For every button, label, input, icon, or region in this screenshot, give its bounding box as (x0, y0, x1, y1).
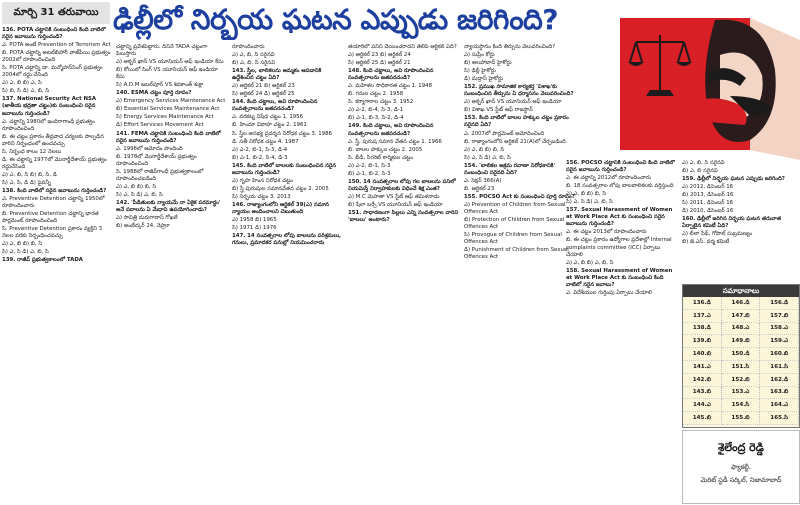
answer-cell: 142.బి (683, 374, 722, 387)
option-text: బి. Preventive Detention చట్టాన్ని భారత పార్లమెంట్ రూపొందించింది (2, 211, 99, 225)
option-text: బి) ఎ, బి, సి సరైనవి (232, 60, 275, 67)
answer-grid (683, 297, 799, 425)
question-text: 149. కింది చట్టాలు, అవి రూపొందించిన సంవత్సరాలను జతపరచండి? (348, 123, 434, 137)
answer-cell: 158.ఎ (760, 323, 799, 336)
option-text: డి. సతీ నిరోధక చట్టం 4. 1987 (232, 138, 299, 145)
option-text: బి. రాజ్యాంగంలోని ఆర్టికల్ 21(A)లో చేర్చబడింది (464, 138, 566, 145)
question-text: 156. POCSO చట్టానికి సంబంధించి కింది వాటిలో సరైన జవాబును గుర్తించండి? (566, 160, 675, 174)
question-text: 148. కింది చట్టాలు, అవి రూపొందించిన సంవత్సరాలను జతపరచండి? (348, 68, 434, 82)
option-text: బి) జె.ఎస్. వర్మ కమిటీ (682, 239, 730, 246)
answer-cell: 144.ఎ (683, 399, 722, 412)
answer-cell: 138.డి (683, 323, 722, 336)
answer-cell: 136.డి (683, 297, 722, 310)
answer-cell: 165.సి (760, 412, 799, 425)
option-text: బి) కోయిలో సింగ్ VS యూనియన్ ఆఫ్ ఇండియా కేసు (116, 67, 218, 81)
option-text: ఎ) ఎ, బి బి) బి, సి (566, 191, 607, 198)
question-text: 151. సాధారణంగా పిల్లలు ఎన్ని సంవత్సరాల వారిని 'బాలలు' అంటారు? (348, 209, 459, 224)
option-text: ఎ) ఎ, బి బి) బి, సి (2, 241, 43, 248)
option-text: ఎ) 2012, డిసెంబర్ 16 (682, 184, 734, 191)
question-text: 158. Sexual Harassment of Women at Work Place Act కు సంబంధించి కింది వాటిలో సరైన జవాబు? (566, 267, 673, 288)
option-text: ఎ. మహిళల సాధికారత చట్టం 1. 1948 (348, 83, 433, 90)
author-name: శైలేంద్ర రెడ్డి (718, 441, 764, 454)
option-text: బి) ఎ-1, బి-2, సి-3 (348, 170, 391, 177)
option-text: బి) Essential Services Maintenance Act (116, 106, 220, 113)
column-3 (232, 44, 344, 502)
answer-cell: 157.బి (760, 310, 799, 323)
hero-illustration (600, 0, 800, 160)
option-text: సి) ఎ, సి డి) ఎ, బి, సి (464, 154, 511, 161)
answer-cell: 159.ఎ (760, 335, 799, 348)
option-text: బి) అలహాబాద్ హైకోర్టు (464, 60, 512, 67)
column-5 (464, 44, 576, 502)
option-text: ఎ) అక్బర్ ఖాన్ VS యూనియన్ ఆఫ్ ఇండియా కేసు (116, 59, 224, 66)
page-headline: ఢిల్లీలో నిర్భయ ఘటన ఎప్పుడు జరిగింది? (113, 3, 559, 36)
answer-cell: 155.బి (722, 412, 761, 425)
answer-cell: 145.బి (683, 412, 722, 425)
question-text: 137. National Security Act NSA (జాతీయ భద్రతా చట్టం)కు సంబంధించి సరైన జవాబును గుర్తించండి? (2, 96, 97, 117)
option-text: ఎ) ఎ, బి బి) ఎ, బి, సి (566, 259, 614, 266)
option-text: ఎ. POTA అంటే Prevention of Terrorism Act (2, 42, 111, 49)
option-text: సి. బీడీ, సిగరెట్ కార్మికుల చట్టం (348, 154, 414, 161)
answer-cell: 146.డి (722, 297, 761, 310)
answer-cell: 143.బి (683, 387, 722, 400)
option-text: సి) Provogue of Children from Sexual Offences Act (464, 232, 562, 246)
option-text: సి) నిర్భయ చట్టం 3. 2013 (232, 193, 291, 200)
option-text: బి. బాలల హక్కుల చట్టం 2. 2005 (348, 146, 423, 153)
option-text: ఎ) Emergency Services Maintenance Act (116, 98, 226, 105)
option-text: ఎ) ఎ-2, బి-4, సి-3, డి-1 (348, 107, 404, 114)
option-text: సి. నిర్బంధ కాలం 12 నెలలు (2, 148, 62, 155)
column-1 (2, 27, 112, 503)
option-text: బి. POTA చట్టాన్ని అటల్‌బిహారీ వాజ్‌పేయి ప్రభుత్వం 2002లో రూపొందించింది (2, 50, 111, 64)
option-text: ఎ) ఎ, బి బి) బి, సి (116, 183, 157, 190)
option-text: బి) ఎ-1, బి-3, సి-2, డి-4 (348, 115, 404, 122)
option-text: సి) బి, సి డి) ఎ, బి, సి (2, 88, 50, 95)
question-text: 160. ఢిల్లీలో జరిగిన నిర్భయ ఘటన తరువాత ఏర్పాటైన కమిటీ ఏది? (682, 216, 782, 230)
answer-cell: 161.సి (760, 361, 799, 374)
option-text: ఎ) Prevention of Children from Sexual Offences Act (464, 201, 566, 215)
option-text: ఎ. ఈ చట్టం 2013లో రూపొందించారు (566, 229, 647, 236)
option-text: ఎ) సావిత్రి దురుగాదాస్ గోఖలే (116, 215, 178, 222)
option-text: బి. హిందూ వివాహ చట్టం 2. 1961 (232, 122, 307, 129)
option-text: బి) స్త్రీ పురుషుల సమానవేతన చట్టం 2. 2005 (232, 185, 329, 192)
answer-cell: 153.ఎ (722, 387, 761, 400)
answer-cell: 150.డి (722, 348, 761, 361)
option-text: ఎ) M.C మెహతా VS స్టేట్ ఆఫ్ తమిళనాడు (348, 193, 440, 200)
option-text: న్యాయస్థానం కింది తీర్పును వెలువరించింది? (464, 44, 556, 50)
question-text: 159. ఢిల్లీలో నిర్భయ ఘటన ఎప్పుడు జరిగింది? (682, 176, 785, 183)
answer-cell: 141.ఎ (683, 361, 722, 374)
answer-cell: 139.బి (683, 335, 722, 348)
option-text: బి) ఎ, బి సరైనవి (682, 168, 718, 175)
option-text: ఎ) ఆర్టికల్ 21 బి) ఆర్టికల్ 23 (232, 83, 295, 90)
option-text: ఎ) ఎ, బి బి) బి, సి (464, 146, 505, 153)
author-org: మెరిట్ స్టడీ సర్కిల్, నిజామాబాద్ (700, 476, 782, 484)
option-text: సి) ఆర్టికల్ 24 డి) ఆర్టికల్ 25 (232, 91, 295, 98)
question-text: 155. POCSO Act కు సంబంధించి పూర్తి రూపం? (464, 193, 575, 200)
option-text: తయారీలో పనిని చేయించరాదని తెలిపే ఆర్టికల్ ఏది? (348, 44, 457, 50)
question-text: 157. Sexual Harassment of Women at Work Place Act కు సంబంధించి సరైన జవాబును గుర్తించండి? (566, 207, 673, 228)
option-text: బి) షీలా బర్సే VS యూనియన్ ఆఫ్ ఇండియా (348, 201, 443, 208)
option-text: బి) విశాఖ VS స్టేట్ ఆఫ్ రాజస్థాన్ (464, 107, 533, 114)
option-text: రూపొందించారు (232, 44, 265, 50)
question-text: 144. కింది చట్టాలు, అవి రూపొందించిన సంవత్సరాలను జతపరచండి? (232, 99, 318, 113)
answer-cell: 137.ఎ (683, 310, 722, 323)
option-text: ఎ) ఎ-2, బి-1, సి-3, డి-4 (232, 146, 288, 153)
option-text: డి) మద్రాస్ హైకోర్టు (464, 76, 504, 83)
answer-cell: 151.సి (722, 361, 761, 374)
option-text: సి) Energy Services Maintenance Act (116, 114, 214, 121)
option-text: సి) ఎ, సి డి) ఎ, బి, సి (2, 249, 49, 256)
option-text: సి) 2011, డిసెంబర్ 16 (682, 200, 734, 207)
option-text: ఎ. సెక్షన్ 366(A) (464, 177, 502, 184)
answer-cell: 156.డి (760, 297, 799, 310)
option-text: ఎ. ఈ చట్టాన్ని 2012లో రూపొందించారు (566, 175, 651, 182)
option-text: డి) 2010, డిసెంబర్ 16 (682, 208, 734, 215)
option-text: ఎ. చట్టాన్ని 1980లో ఇందిరాగాంధీ ప్రభుత్వం రూపొందించింది (2, 118, 95, 132)
option-text: సి) ఎ, సి డి) ఎ, బి, సి (566, 199, 613, 206)
option-text: బి) Protection of Children from Sexual Offences Act (464, 217, 565, 231)
option-text: సి. 1988లో రాజీవ్‌గాంధీ ప్రభుత్వకాలంలో రూపొందించబడింది (116, 168, 204, 182)
option-text: ఎ) ఎ, బి, సి సరైనవి (232, 52, 275, 59)
answer-key (682, 284, 800, 428)
column-4 (348, 44, 460, 502)
question-text: 136. POTA చట్టానికి సంబంధించి కింది వాటిలో సరైన జవాబును గుర్తించండి? (2, 27, 106, 41)
question-text: 138. కింది వాటిలో సరైన జవాబును గుర్తించండి? (2, 187, 107, 194)
option-text: ఎ) లీలా సేథ్, గోపాల్ సుబ్రమణ్యం (682, 231, 753, 238)
answer-cell: 149.బి (722, 335, 761, 348)
option-text: డి) Effort Services Movement Act (116, 122, 204, 129)
option-text: బి) ఎ-1, బి-2, సి-4, డి-3 (232, 154, 288, 161)
option-text: బి. ఈ చట్టం ప్రకారం ఉద్యోగాల ప్రదేశాల్లో Internal complaints committee (ICC) ఏర్పాటు చేయాలి (566, 237, 672, 258)
question-text: 150. 14 సంవత్సరాల లోపు గల బాలలను పనిలో నియమిస్తే నిర్వాహకులకు విధించే శిక్ష ఎంత? (348, 178, 456, 192)
option-text: ఎ. వరకట్న నిషేధ చట్టం 1. 1956 (232, 114, 304, 121)
option-text: డి) Punishment of Children from Sexual Offences Act (464, 247, 569, 261)
option-text: సి) ఎ, సి, డి డి) పైవన్నీ (2, 179, 51, 186)
option-text: సి) ఎ, సి డి) ఎ, బి, సి (116, 191, 163, 198)
column-6 (566, 160, 678, 502)
option-text: బి) అంబేద్కర్ 24, నెహ్రూ (116, 223, 170, 230)
option-text: బి) 2013, డిసెంబర్ 16 (682, 192, 734, 199)
option-text: బి. గనుల చట్టం 2. 1958 (348, 91, 404, 98)
option-text: ఎ) సుప్రీం కోర్టు (464, 52, 495, 59)
question-text: 152. ప్రముఖ సామాజిక కార్యకర్త 'విశాఖ'కు సంబంధించిన తీర్పును ఏ ధర్మాసనం వెలువరించింది? (464, 84, 574, 98)
answer-cell: 160.బి (760, 348, 799, 361)
option-text: ఎ) 1958 బి) 1965 (232, 217, 277, 224)
option-text: సి. స్త్రీల అసభ్య ప్రదర్శన నిరోధక చట్టం 3. 1986 (232, 130, 332, 137)
answer-cell: 163.బి (760, 387, 799, 400)
answer-cell: 148.ఎ (722, 323, 761, 336)
answer-key-title: సమాధానాలు (683, 285, 799, 297)
answer-cell: 164.ఎ (760, 399, 799, 412)
option-text: బి. 18 సంవత్సరాల లోపు బాలబాలికలకు వర్తిస్తుంది (566, 183, 674, 190)
option-text: సి. Preventive Detention ప్రకారం వ్యక్తిని 3 నెలల వరకు నిర్బంధించవచ్చు (2, 226, 103, 240)
section-tag: మార్చి 31 తరువాయి (2, 2, 110, 24)
option-text: చట్టాన్ని ప్రవేశపెట్టారు. దీనినే TADA చట్టంగా పిలుస్తారు (116, 44, 208, 58)
question-text: 147. 14 సంవత్సరాల లోపు బాలలను పరిశ్రమలు, గనులు, ప్రమాదకర పనుల్లో నియమించరాదు (232, 233, 342, 247)
option-text: ఎ. స్త్రీ, పురుష సమాన వేతన చట్టం 1. 1966 (348, 138, 442, 145)
option-text: ఎ. 1998లో ఆమోదం పొందింది (116, 145, 183, 152)
column-2 (116, 44, 228, 502)
author-box (682, 430, 800, 504)
option-text: ఎ) అక్బర్ ఖాన్ VS యూనియన్ ఆఫ్ ఇండియా (464, 99, 562, 106)
option-text: సి) ఆర్టికల్ 25 డి) ఆర్టికల్ 21 (348, 60, 411, 67)
question-text: 141. FEMA చట్టానికి సంబంధించి కింది వాటిలో సరైన జవాబును గుర్తించండి? (116, 130, 221, 144)
question-text: 154. 'బాలికల అక్రమ రవాణా నిరోధకానికి' సంబంధించి సరైనది ఏది? (464, 162, 556, 176)
question-text: 146. రాజ్యాంగంలోని ఆర్టికల్ 39(ఎ) సమాన న్యాయం అందించాలని చెబుతుంది (232, 201, 329, 215)
option-text: డి. ఈ చట్టాన్ని 1977లో మొరార్జీదేశాయ్ ప్రభుత్వం రద్దుచేసింది (2, 156, 107, 170)
question-text: 143. స్త్రీల, బాలికలను అమ్మకం ఆపడానికి ఉద్దేశించిన చట్టం ఏది? (232, 68, 322, 82)
option-text: ఎ. 2007లో పార్లమెంట్ ఆమోదించింది (464, 130, 545, 137)
option-text: ఎ) గృహ హింస నిరోధక చట్టం (232, 177, 294, 184)
option-text: బి. ఈ చట్టం ప్రకారం తీవ్రవాద చర్యలకు పాల్పడిన వారిని నిర్బంధంలో ఉంచవచ్చు (2, 133, 104, 147)
question-text: 140. ESMA చట్టం పూర్తి రూపం? (116, 90, 192, 97)
question-text: 145. కింది వాటిలో బాలలకు సంబంధించిన సరైన జవాబును గుర్తించండి? (232, 162, 337, 176)
question-text: 139. రాజీవ్‌ ప్రభుత్వకాలంలో TADA (2, 257, 83, 264)
option-text: సి) ఢిల్లీ హైకోర్టు (464, 68, 496, 75)
answer-cell: 152.బి (722, 374, 761, 387)
question-text: 142. 'పీడితులకు న్యాయమే నా ఏకైక పరమార్థం' అనే పదాలను ఏ మేధావి ఉపయోగించాడు? (116, 199, 221, 213)
answer-cell: 154.సి (722, 399, 761, 412)
question-text: 153. కింది వాటిలో బాలల హక్కుల చట్టం ప్రకారం సరైనది ఏది? (464, 115, 569, 129)
justice-scales-illustration (600, 0, 800, 160)
column-7 (682, 160, 798, 282)
option-text: సి) 1971 డి) 1976 (232, 225, 277, 232)
option-text: బి. ఆర్టికల్ 23 (464, 185, 495, 192)
option-text: ఎ) ఆర్టికల్ 23 బి) ఆర్టికల్ 24 (348, 52, 411, 59)
option-text: ఎ) ఎ, బి, సి బి) బి, సి, డి (2, 171, 57, 178)
option-text: ఎ. Preventive Detention చట్టాన్ని 1950లో రూపొందించారు (2, 196, 105, 210)
option-text: సి. POTA చట్టాన్ని డా. మన్మోహన్‌సింగ్ ప్రభుత్వం 2004లో రద్దు చేసింది (2, 65, 103, 79)
author-role: ఫ్యాకల్టీ, (731, 463, 751, 471)
option-text: ఎ. విదేశీయుల గుర్తింపు ఏర్పాటు చేయాలి (566, 289, 652, 296)
option-text: సి) A.D.M జబల్‌పూర్ VS శివకాంత్ శుక్లా (116, 82, 204, 89)
option-text: బి. 1978లో మొరార్జీదేశాయ్ ప్రభుత్వం రూపొందించింది (116, 153, 197, 167)
option-text: ఎ) ఎ, బి బి) ఎ, సి (2, 80, 42, 87)
option-text: ఎ) ఎ-2, బి-1, సి-3 (348, 162, 391, 169)
answer-cell: 140.బి (683, 348, 722, 361)
answer-cell: 162.డి (760, 374, 799, 387)
option-text: సి. కర్మాగారాల చట్టం 3. 1952 (348, 99, 414, 106)
answer-cell: 147.బి (722, 310, 761, 323)
option-text: ఎ) ఎ, బి, సి సరైనవి (682, 160, 725, 166)
